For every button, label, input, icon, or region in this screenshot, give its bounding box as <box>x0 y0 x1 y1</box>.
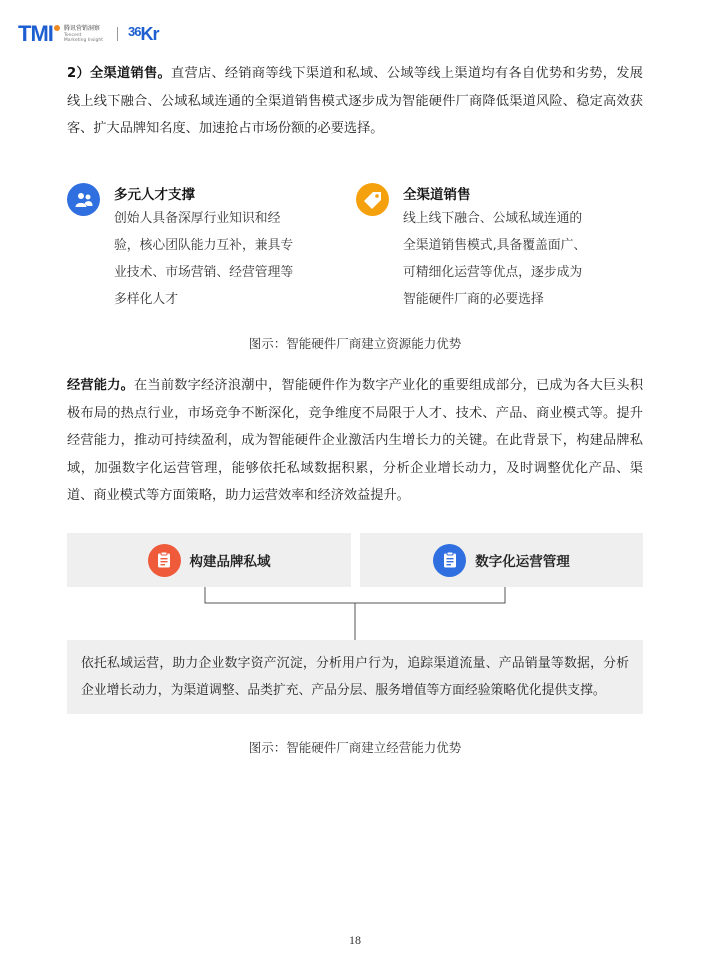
feature-title: 全渠道销售 <box>403 187 471 203</box>
figure-caption-resources: 图示：智能硬件厂商建立资源能力优势 <box>248 336 462 351</box>
box-summary: 依托私域运营，助力企业数字资产沉淀，分析用户行为，追踪渠道流量、产品销量等数据，分析企业增长动力，为渠道调整、品类扩充、产品分层、服务增值等方面经验策略优化提供支撑。 <box>67 640 643 714</box>
box-label: 数字化运营管理 <box>475 554 570 570</box>
tmi-logo-text: TMI <box>18 21 53 46</box>
omnichannel-heading: 2）全渠道销售。 <box>67 66 171 81</box>
figure-caption-operations: 图示：智能硬件厂商建立经营能力优势 <box>248 740 462 755</box>
operations-heading: 经营能力。 <box>67 378 135 393</box>
feature-description: 线上线下融合、公域私域连通的 全渠道销售模式,具备覆盖面广、 可精细化运营等优点，逐步成为 智能硬件厂商的必要选择 <box>403 211 587 307</box>
feature-title: 多元人才支撑 <box>114 187 195 203</box>
feature-description: 创始人具备深厚行业知识和经 验，核心团队能力互补，兼具专 业技术、市场营销、经营管理等 多样化人才 <box>114 211 294 307</box>
box-label: 构建品牌私域 <box>189 554 271 570</box>
tmi-logo-subtitle: 腾讯营销洞察 Tencent Marketing Insight <box>63 25 103 43</box>
36kr-logo: $^{36}$Kr <box>128 23 159 44</box>
page-number: 18 <box>349 933 361 947</box>
operations-text: 在当前数字经济浪潮中，智能硬件作为数字产业化的重要组成部分，已成为各大巨头积极布局的热点行业，市场竞争不断深化，竞争维度不局限于人才、技术、产品、商业模式等。提升经营能力，推动可持续盈利，成为智能硬件企业激活内生增长力的关键。在此背景下，构建品牌私域，加强数字化运营管理，能够依托私域数据积累，分析企业增长动力，及时调整优化产品、渠道、商业模式等方面策略，助力运营效率和经济效益提升。 <box>67 378 644 503</box>
omnichannel-text: 直营店、经销商等线下渠道和私域、公域等线上渠道均有各自优势和劣势，发展线上线下融合、公域私域连通的全渠道销售模式逐步成为智能硬件厂商降低渠道风险、稳定高效获客、扩大品牌知名度、加速抢占市场份额的必要选择。 <box>67 66 643 136</box>
